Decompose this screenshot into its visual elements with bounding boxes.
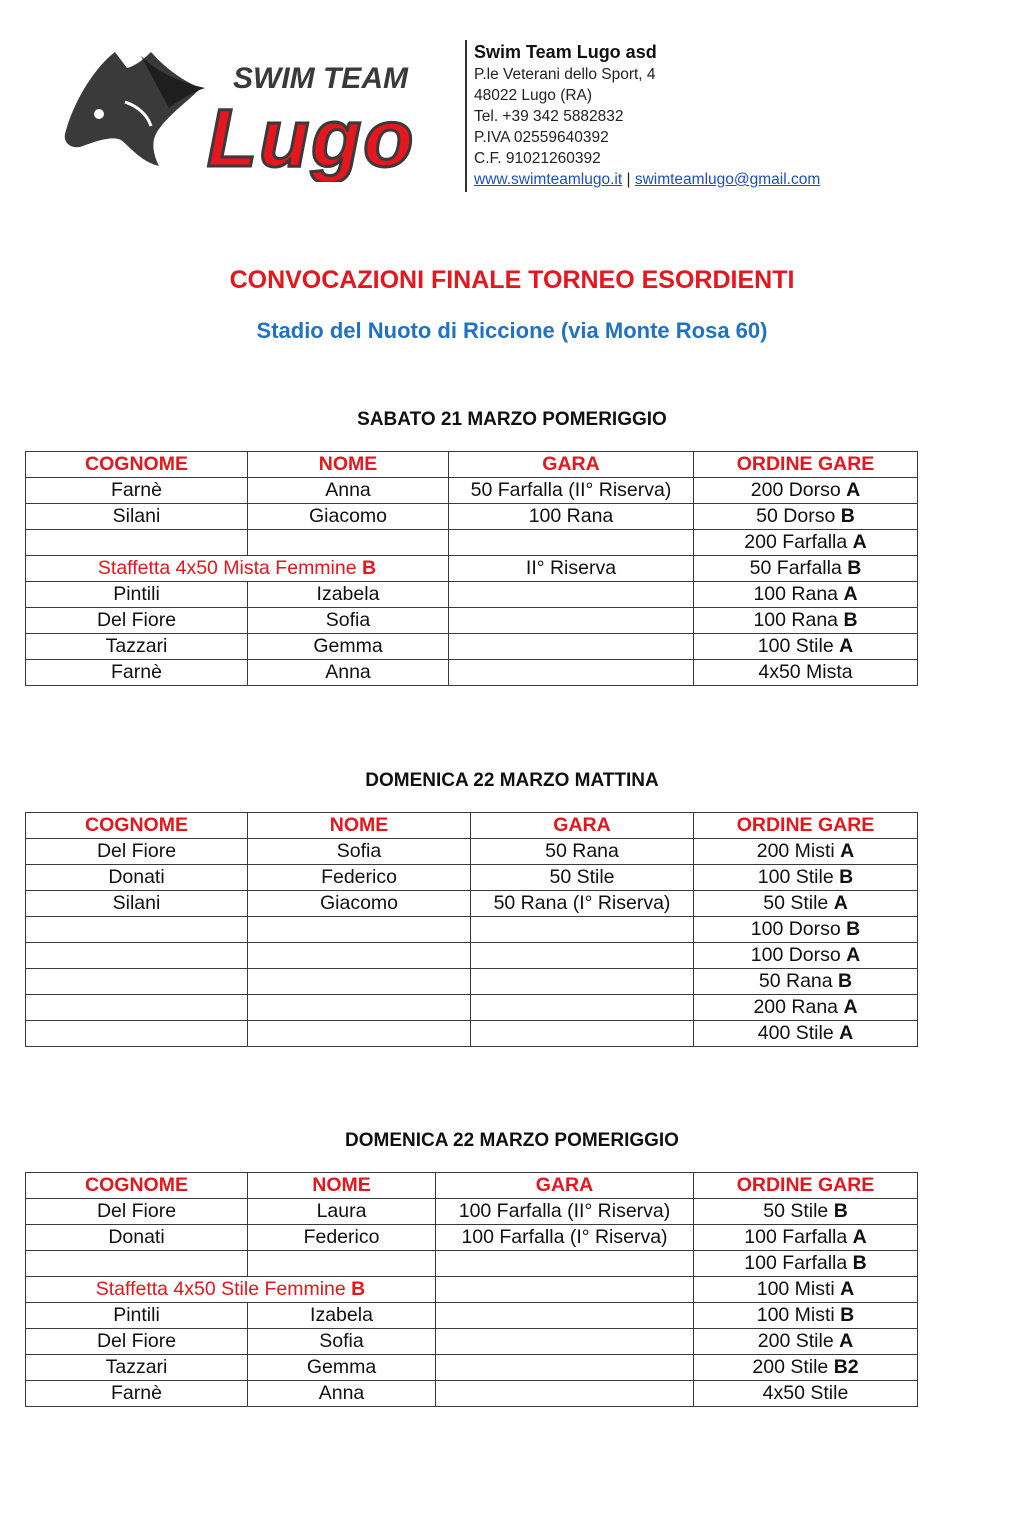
- page-title: CONVOCAZIONI FINALE TORNEO ESORDIENTI: [229, 266, 795, 294]
- swim-team-lugo-logo: [55, 42, 435, 182]
- table-row: [26, 634, 918, 660]
- cognome-cell: [26, 969, 248, 995]
- gara-cell: [449, 608, 694, 634]
- ordine-letter: B2: [833, 1356, 859, 1378]
- ordine-cell: [694, 943, 918, 969]
- ordine-event: 50 Stile: [763, 892, 829, 914]
- cognome-cell: Tazzari: [26, 1355, 248, 1381]
- column-header: NOME: [248, 452, 449, 478]
- cognome-cell: Del Fiore: [26, 608, 248, 634]
- gara-cell: [449, 530, 694, 556]
- ordine-cell: [694, 1251, 918, 1277]
- ordine-cell: [694, 530, 918, 556]
- table-row: [26, 943, 918, 969]
- ordine-letter: B: [847, 557, 862, 579]
- ordine-event: 200 Stile: [757, 1330, 834, 1352]
- cognome-cell: Tazzari: [26, 634, 248, 660]
- gara-cell: 100 Rana: [449, 504, 694, 530]
- ordine-cell: [694, 917, 918, 943]
- ordine-event: 50 Stile: [763, 1200, 829, 1222]
- ordine-cell: [694, 1355, 918, 1381]
- logo-top-text: SWIM TEAM: [233, 62, 408, 95]
- ordine-event: 400 Stile: [757, 1022, 834, 1044]
- ordine-letter: B: [833, 1200, 848, 1222]
- column-header: NOME: [248, 1173, 436, 1199]
- nome-cell: [248, 530, 449, 556]
- org-name: Swim Team Lugo asd: [474, 42, 657, 62]
- ordine-letter: B: [852, 1252, 867, 1274]
- table-row: [26, 608, 918, 634]
- table-row: [26, 504, 918, 530]
- address: P.le Veterani dello Sport, 4: [474, 66, 656, 83]
- column-header: COGNOME: [26, 452, 248, 478]
- table-row: [26, 1303, 918, 1329]
- ordine-event: 100 Stile: [757, 635, 834, 657]
- table-row: [26, 530, 918, 556]
- page-subtitle: Stadio del Nuoto di Riccione (via Monte Rosa 60): [256, 318, 768, 343]
- nome-cell: Giacomo: [248, 891, 471, 917]
- ordine-cell: [694, 582, 918, 608]
- cognome-cell: [26, 995, 248, 1021]
- schedule-table: [25, 812, 918, 1047]
- gara-cell: [449, 582, 694, 608]
- ordine-event: 100 Misti: [756, 1304, 835, 1326]
- ordine-cell: [694, 1381, 918, 1407]
- nome-cell: Izabela: [248, 582, 449, 608]
- ordine-event: 100 Dorso: [750, 918, 841, 940]
- cognome-cell: [26, 1251, 248, 1277]
- ordine-cell: [694, 995, 918, 1021]
- ordine-event: 200 Farfalla: [744, 531, 848, 553]
- ordine-cell: [694, 865, 918, 891]
- nome-cell: Giacomo: [248, 504, 449, 530]
- column-header: GARA: [471, 813, 694, 839]
- nome-cell: Gemma: [248, 1355, 436, 1381]
- ordine-cell: [694, 556, 918, 582]
- ordine-event: 100 Dorso: [750, 944, 841, 966]
- relay-name: Staffetta 4x50 Stile Femmine: [95, 1278, 346, 1300]
- table-header-row: [26, 813, 918, 839]
- ordine-cell: [694, 1303, 918, 1329]
- relay-cell: [26, 1277, 436, 1303]
- ordine-letter: A: [840, 1278, 855, 1300]
- header-divider: [465, 40, 467, 192]
- table-row: [26, 1277, 918, 1303]
- cognome-cell: Donati: [26, 1225, 248, 1251]
- cognome-cell: Del Fiore: [26, 1199, 248, 1225]
- ordine-event: 200 Dorso: [750, 479, 841, 501]
- ordine-cell: [694, 504, 918, 530]
- contact-block: [474, 40, 820, 190]
- relay-cell: [26, 556, 449, 582]
- horse-head-icon: [65, 52, 201, 166]
- ordine-cell: [694, 660, 918, 686]
- gara-cell: [471, 1021, 694, 1047]
- fiscal-code: C.F. 91021260392: [474, 150, 601, 167]
- cognome-cell: Del Fiore: [26, 1329, 248, 1355]
- gara-cell: [471, 969, 694, 995]
- gara-cell: [471, 943, 694, 969]
- ordine-cell: [694, 478, 918, 504]
- ordine-event: 100 Rana: [753, 609, 839, 631]
- nome-cell: Anna: [248, 478, 449, 504]
- ordine-letter: B: [839, 866, 854, 888]
- nome-cell: Sofia: [248, 608, 449, 634]
- ordine-letter: A: [843, 583, 858, 605]
- ordine-event: 50 Dorso: [756, 505, 836, 527]
- cognome-cell: Farnè: [26, 660, 248, 686]
- logo-main-text: Lugo: [207, 93, 416, 182]
- table-row: [26, 660, 918, 686]
- city: 48022 Lugo (RA): [474, 87, 593, 104]
- table-row: [26, 865, 918, 891]
- table-row: [26, 582, 918, 608]
- gara-cell: 50 Rana (I° Riserva): [471, 891, 694, 917]
- table-header-row: [26, 1173, 918, 1199]
- ordine-letter: A: [843, 996, 858, 1018]
- nome-cell: [248, 1251, 436, 1277]
- ordine-event: 100 Misti: [756, 1278, 835, 1300]
- vat-number: P.IVA 02559640392: [474, 129, 609, 146]
- cognome-cell: Del Fiore: [26, 839, 248, 865]
- nome-cell: Sofia: [248, 839, 471, 865]
- gara-cell: [436, 1303, 694, 1329]
- ordine-cell: [694, 608, 918, 634]
- nome-cell: Anna: [248, 660, 449, 686]
- schedule-table: [25, 451, 918, 686]
- ordine-cell: [694, 1199, 918, 1225]
- ordine-letter: A: [852, 1226, 867, 1248]
- table-row: [26, 1021, 918, 1047]
- ordine-cell: [694, 1021, 918, 1047]
- ordine-letter: A: [839, 1022, 854, 1044]
- ordine-letter: A: [846, 944, 861, 966]
- schedule-table: [25, 1172, 918, 1407]
- table-row: [26, 995, 918, 1021]
- nome-cell: Anna: [248, 1381, 436, 1407]
- ordine-cell: [694, 969, 918, 995]
- ordine-letter: A: [840, 840, 855, 862]
- column-header: ORDINE GARE: [694, 1173, 918, 1199]
- nome-cell: Federico: [248, 1225, 436, 1251]
- gara-cell: [436, 1277, 694, 1303]
- ordine-event: 4x50 Stile: [762, 1382, 849, 1404]
- phone: Tel. +39 342 5882832: [474, 108, 624, 125]
- section-heading: DOMENICA 22 MARZO POMERIGGIO: [345, 1130, 679, 1151]
- ordine-letter: B: [840, 505, 855, 527]
- table-row: [26, 969, 918, 995]
- nome-cell: [248, 943, 471, 969]
- cognome-cell: Farnè: [26, 478, 248, 504]
- table-row: [26, 1225, 918, 1251]
- ordine-letter: B: [838, 970, 853, 992]
- cognome-cell: Pintili: [26, 582, 248, 608]
- gara-cell: 50 Rana: [471, 839, 694, 865]
- ordine-cell: [694, 891, 918, 917]
- ordine-letter: A: [839, 635, 854, 657]
- table-row: [26, 891, 918, 917]
- ordine-event: 200 Rana: [753, 996, 839, 1018]
- nome-cell: Izabela: [248, 1303, 436, 1329]
- cognome-cell: [26, 530, 248, 556]
- cognome-cell: Silani: [26, 504, 248, 530]
- nome-cell: Sofia: [248, 1329, 436, 1355]
- cognome-cell: [26, 943, 248, 969]
- ordine-cell: [694, 634, 918, 660]
- gara-cell: 50 Farfalla (II° Riserva): [449, 478, 694, 504]
- table-row: [26, 478, 918, 504]
- column-header: GARA: [449, 452, 694, 478]
- table-row: [26, 556, 918, 582]
- ordine-event: 50 Farfalla: [749, 557, 842, 579]
- table-row: [26, 1329, 918, 1355]
- gara-cell: [436, 1355, 694, 1381]
- cognome-cell: [26, 1021, 248, 1047]
- nome-cell: [248, 969, 471, 995]
- section-heading: DOMENICA 22 MARZO MATTINA: [365, 770, 659, 791]
- cognome-cell: Silani: [26, 891, 248, 917]
- table-row: [26, 917, 918, 943]
- cognome-cell: Pintili: [26, 1303, 248, 1329]
- ordine-cell: [694, 839, 918, 865]
- column-header: GARA: [436, 1173, 694, 1199]
- relay-name: Staffetta 4x50 Mista Femmine: [97, 557, 357, 579]
- email-link[interactable]: swimteamlugo@gmail.com: [634, 171, 821, 188]
- gara-cell: [449, 660, 694, 686]
- table-row: [26, 1355, 918, 1381]
- ordine-event: 100 Stile: [757, 866, 834, 888]
- link-separator: |: [626, 171, 631, 188]
- ordine-event: 200 Stile: [752, 1356, 829, 1378]
- gara-cell: [436, 1251, 694, 1277]
- relay-letter: B: [362, 557, 377, 579]
- ordine-event: 100 Farfalla: [744, 1226, 848, 1248]
- ordine-event: 200 Misti: [756, 840, 835, 862]
- ordine-letter: B: [840, 1304, 855, 1326]
- ordine-event: 4x50 Mista: [758, 661, 853, 683]
- column-header: ORDINE GARE: [694, 452, 918, 478]
- ordine-cell: [694, 1329, 918, 1355]
- gara-cell: [471, 995, 694, 1021]
- section-heading: SABATO 21 MARZO POMERIGGIO: [357, 409, 667, 430]
- nome-cell: [248, 917, 471, 943]
- ordine-letter: A: [852, 531, 867, 553]
- column-header: COGNOME: [26, 1173, 248, 1199]
- cognome-cell: Farnè: [26, 1381, 248, 1407]
- gara-cell: II° Riserva: [449, 556, 694, 582]
- column-header: COGNOME: [26, 813, 248, 839]
- gara-cell: 100 Farfalla (II° Riserva): [436, 1199, 694, 1225]
- gara-cell: 50 Stile: [471, 865, 694, 891]
- ordine-cell: [694, 1277, 918, 1303]
- column-header: ORDINE GARE: [694, 813, 918, 839]
- gara-cell: [436, 1381, 694, 1407]
- ordine-letter: B: [843, 609, 858, 631]
- ordine-event: 50 Rana: [758, 970, 833, 992]
- website-link[interactable]: www.swimteamlugo.it: [474, 171, 623, 188]
- table-row: [26, 1199, 918, 1225]
- gara-cell: 100 Farfalla (I° Riserva): [436, 1225, 694, 1251]
- table-row: [26, 1251, 918, 1277]
- nome-cell: [248, 1021, 471, 1047]
- ordine-cell: [694, 1225, 918, 1251]
- nome-cell: Federico: [248, 865, 471, 891]
- nome-cell: Laura: [248, 1199, 436, 1225]
- ordine-letter: A: [839, 1330, 854, 1352]
- nome-cell: [248, 995, 471, 1021]
- ordine-event: 100 Farfalla: [744, 1252, 848, 1274]
- cognome-cell: [26, 917, 248, 943]
- table-header-row: [26, 452, 918, 478]
- links-row: [474, 169, 820, 190]
- relay-letter: B: [351, 1278, 366, 1300]
- table-row: [26, 1381, 918, 1407]
- table-row: [26, 839, 918, 865]
- ordine-letter: B: [846, 918, 861, 940]
- ordine-letter: A: [846, 479, 861, 501]
- cognome-cell: Donati: [26, 865, 248, 891]
- gara-cell: [449, 634, 694, 660]
- nome-cell: Gemma: [248, 634, 449, 660]
- ordine-letter: A: [833, 892, 848, 914]
- gara-cell: [471, 917, 694, 943]
- column-header: NOME: [248, 813, 471, 839]
- gara-cell: [436, 1329, 694, 1355]
- ordine-event: 100 Rana: [753, 583, 839, 605]
